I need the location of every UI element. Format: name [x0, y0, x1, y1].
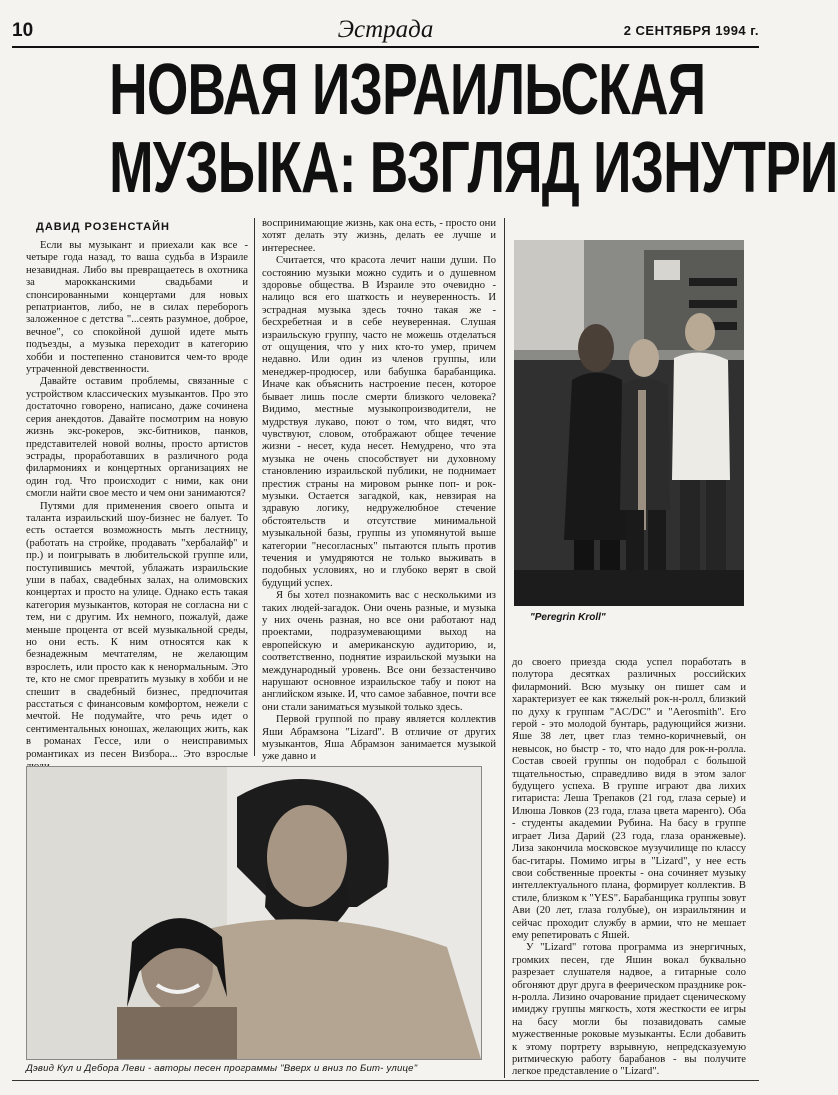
page-number: 10: [12, 20, 34, 41]
author-byline: ДАВИД РОЗЕНСТАЙН: [36, 221, 170, 233]
paragraph: Давайте оставим проблемы, связанные с устройством классических музыкантов. Про это достаточно говорено, написано, даже сочинена серия анекдотов. Давайте посмотрим на новую жизнь экс-рокеров, экс-битников, панков, представителей новой волны, просто артистов эстрады, проработавших в различного рода филармониях и концертных организациях не один год. Что происходит с ними, как они смогли найти свое место и чем они занимаются?: [26, 376, 248, 500]
band-photo-image: [514, 240, 744, 606]
page-header: [12, 16, 759, 46]
column-divider: [504, 658, 505, 1078]
portrait-photo-caption: Дэвид Кул и Дебора Леви - авторы песен программы "Вверх и вниз по Бит- улице": [26, 1063, 418, 1074]
paragraph: Я бы хотел познакомить вас с несколькими из таких людей-загадок. Они очень разные, и музыка у них очень разная, но все они работают над проектами, подразумевающими выход на европейскую и американскую аудиторию, и, соответственно, поднятие израильской музыки на международный уровень. Все они беззастенчиво нарушают основное израильское табу и поют на английском языке. И, что самое забавное, почти все они стали заниматься музыкой только здесь.: [262, 590, 496, 713]
band-photo: [514, 240, 744, 606]
footer-rule: [12, 1080, 759, 1081]
issue-date: 2 СЕНТЯБРЯ 1994 г.: [623, 23, 759, 38]
section-title: Эстрада: [337, 16, 434, 43]
article-column-1: [26, 240, 248, 760]
header-rule: [12, 46, 759, 48]
column-divider: [504, 218, 505, 658]
band-photo-caption: "Peregrin Kroll": [530, 612, 606, 623]
headline-line-2: МУЗЫКА: ВЗГЛЯД ИЗНУТРИ: [109, 128, 838, 208]
paragraph: Первой группой по праву является коллектив Яши Абрамзона "Lizard". В отличие от других музыкантов, Яша Абрамзон занимается музыкой уже давно и: [262, 714, 496, 763]
portrait-photo-image: [27, 767, 481, 1059]
column-divider: [254, 218, 255, 756]
paragraph: У "Lizard" готова программа из энергичных, громких песен, где Яшин вокал буквально разрезает слушателя надвое, а гитарные соло обгоняют друг друга в феерическом празднике рок-н-ролла. Лизино очарование придает сценическому имиджу группы мягкость, хотя жесткости ее игры на басу могли бы позавидовать самые мужественные роковые музыканты. Если добавить к этому портрету взрывную, непредсказуемую ритмическую работу барабанов - вы получите легкое представление о "Lizard".: [512, 942, 746, 1078]
headline-line-1: НОВАЯ ИЗРАИЛЬСКАЯ: [109, 50, 706, 130]
portrait-photo: [26, 766, 482, 1060]
article-column-3: [512, 657, 746, 1077]
article-column-2: [262, 218, 496, 763]
paragraph: до своего приезда сюда успел поработать в полутора десятках различных российских филармоний. Всю музыку он пишет сам и характеризует ее как тяжелый рок-н-ролл, близкий по духу к группам "AC/DC" и "Aerosmith". Его герой - это молодой бунтарь, радующийся жизни. Яше 38 лет, цвет глаз темно-коричневый, он невысок, но быстр - то, что надо для рок-н-ролла. Состав своей группы он подобрал с большой тщательностью, справедливо видя в этом залог будущего успеха. В группе играют два лихих гитариста: Леша Трепаков (21 год, глаза серые) и Илюша Ловков (23 года, глаза цвета маренго). Оба - студенты академии Рубина. На басу в группе играет Лиза Дарий (23 года, глаза оранжевые). Лиза закончила московское музучилище по классу бас-гитары. Помимо игры в "Lizard", у нее есть свои собственные проекты - она сочиняет музыку интеллектуального плана, формирует коллектив. В стиле, близком к "YES". Барабанщика группы зовут Ави (20 лет, глаза голубые), он израильтянин и сейчас проходит службу в армии, что не мешает ему репетировать с Яшей.: [512, 657, 746, 941]
paragraph: воспринимающие жизнь, как она есть, - просто они хотят делать эту жизнь, делать ее лучше и интереснее.: [262, 218, 496, 254]
paragraph: Если вы музыкант и приехали как все - четыре года назад, то ваша судьба в Израиле незавидная. Либо вы превращаетесь в охотника за марокканскими свадьбами и спонсированными концертами для новых репатриантов, либо, не в силах переборогь заложенное с детства "...сеять разумное, доброе, вечное", со спокойной душой идете мыть подъезды, а музыка переходит в категорию хобби и постепенно становится чем-то вроде утраченной девственности.: [26, 240, 248, 376]
paragraph: Путями для применения своего опыта и таланта израильский шоу-бизнес не балует. То есть остается возможность мыть лестницу, (работать на стройке, продавать "хербалайф" и пр.) и поигрывать в любительской группе или, поступившись мечтой, ублажать израильские уши в пабах, свадебных залах, на олимовских концертах и просто на улице. Однако есть такая категория музыкантов, которая не согласна ни с тем, ни с другим. Их немного, пожалуй, даже меньше процента от всей музыкальной среды, но они есть. К ним относятся как к безнадежным мечтателям, не желающим взрослеть, или просто как к ненормальным. Это те, кто не смог превратить музыку в хобби и не спешит в свадебный бизнес, предпочитая расстаться с финансовым комфортом, нежели с мечтой. Не подумайте, что речь идет о сентиментальных юношах, желающих жить, как в романах Гессе, или о неисправимых романтиках из песен Визбора... Это взрослые: [26, 500, 248, 760]
paragraph: Считается, что красота лечит наши души. По состоянию музыки можно судить и о душевном здоровье общества. В Израиле это очевидно - налицо вся его шаткость и неуверенность. И эстрадная музыка здесь точно такая же - бесхребетная и в себе неуверенная. Слушая израильскую группу, часто не можешь отделаться от ощущения, что у них кто-то умер, причем недавно. Или один из членов группы, или менеджер-продюсер, или бабушка барабанщика. Иначе как объяснить настроение песен, которое бывает лишь после смерти близкого человека? Видимо, местные музыкопроизводители, не мудрствуя лукаво, поют о том, что видят, что чувствуют, словом, отображают общее течение жизни - несет, куда несет. Немудрено, что эта музыка не очень способствует ни духовному становлению израильской публики, не поднимает престиж страны на мировом рынке поп- и рок-музыки. Остается загадкой, как, невзирая на здравую логику, недружелюбное стечение обстоятельств и отсутствие минимальной музыкальной базы, группы из упомянутой выше категории "несогласных" пытаются плыть против течения и умудряются не только выживать в подобных условиях, но и глубоко верят в свой будущий успех.: [262, 255, 496, 589]
